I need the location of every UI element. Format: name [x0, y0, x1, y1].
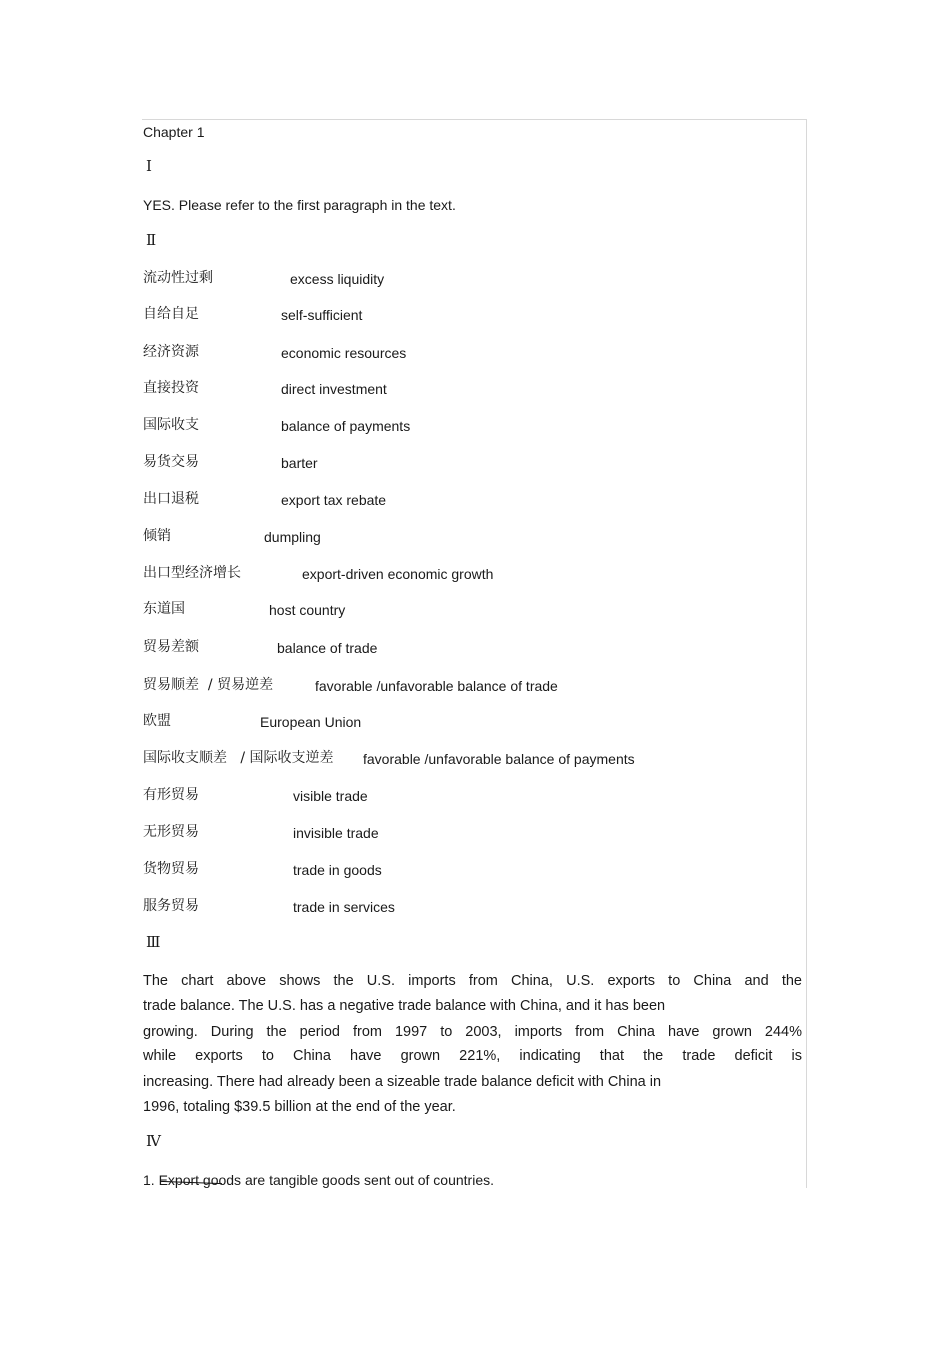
term-en: visible trade — [293, 788, 368, 804]
term-en: balance of trade — [277, 640, 378, 656]
term-zh: 国际收支顺差 / 国际收支逆差 — [143, 750, 334, 766]
section-numeral-4: Ⅳ — [146, 1132, 161, 1150]
term-en: direct investment — [281, 381, 387, 397]
term-en: export tax rebate — [281, 492, 387, 508]
term-en: barter — [281, 455, 318, 471]
paragraph-line: increasing. There had already been a sizeable trade balance deficit with China in — [143, 1074, 662, 1090]
term-zh: 无形贸易 — [143, 824, 199, 840]
term-zh: 倾销 — [143, 528, 171, 544]
paragraph-line: The chart above shows the U.S. imports from China, U.S. exports to China and the — [143, 973, 802, 989]
term-zh: 易货交易 — [143, 454, 199, 470]
term-zh: 直接投资 — [143, 380, 199, 396]
term-zh: 货物贸易 — [143, 861, 199, 877]
term-zh: 出口退税 — [143, 491, 199, 507]
term-zh: 贸易顺差 / 贸易逆差 — [143, 677, 274, 693]
paragraph-line: growing. During the period from 1997 to 2003, imports from China have grown 244% — [143, 1024, 802, 1040]
term-en: favorable /unfavorable balance of trade — [315, 678, 558, 694]
section-4-item-1: 1. Export goods are tangible goods sent out of countries. — [143, 1172, 495, 1188]
term-zh: 贸易差额 — [143, 639, 199, 655]
term-en: dumpling — [264, 529, 321, 545]
term-zh: 欧盟 — [143, 713, 171, 729]
paragraph-line: while exports to China have grown 221%, indicating that the trade deficit is — [143, 1048, 802, 1064]
section-1-answer: YES. Please refer to the first paragraph in the text. — [143, 197, 456, 213]
term-en: economic resources — [281, 345, 407, 361]
term-en: self-sufficient — [281, 307, 363, 323]
term-en: trade in goods — [293, 862, 382, 878]
section-numeral-3: Ⅲ — [146, 933, 161, 951]
term-en: excess liquidity — [290, 271, 385, 287]
term-zh: 国际收支 — [143, 417, 199, 433]
paragraph-line: trade balance. The U.S. has a negative trade balance with China, and it has been — [143, 998, 666, 1014]
term-zh: 流动性过剩 — [143, 270, 213, 286]
term-en: invisible trade — [293, 825, 379, 841]
term-en: European Union — [260, 714, 362, 730]
section-numeral-2: Ⅱ — [146, 231, 157, 249]
term-en: export-driven economic growth — [302, 566, 494, 582]
term-zh: 自给自足 — [143, 306, 199, 322]
term-zh: 出口型经济增长 — [143, 565, 241, 581]
section-numeral-1: Ⅰ — [146, 157, 152, 175]
term-zh: 有形贸易 — [143, 787, 199, 803]
term-en: balance of payments — [281, 418, 411, 434]
term-zh: 东道国 — [143, 601, 185, 617]
term-en: trade in services — [293, 899, 395, 915]
term-en: favorable /unfavorable balance of payments — [363, 751, 635, 767]
term-en: host country — [269, 602, 346, 618]
chapter-title: Chapter 1 — [143, 124, 205, 140]
term-zh: 服务贸易 — [143, 898, 199, 914]
paragraph-line: 1996, totaling $39.5 billion at the end of the year. — [143, 1099, 456, 1115]
term-zh: 经济资源 — [143, 344, 199, 360]
